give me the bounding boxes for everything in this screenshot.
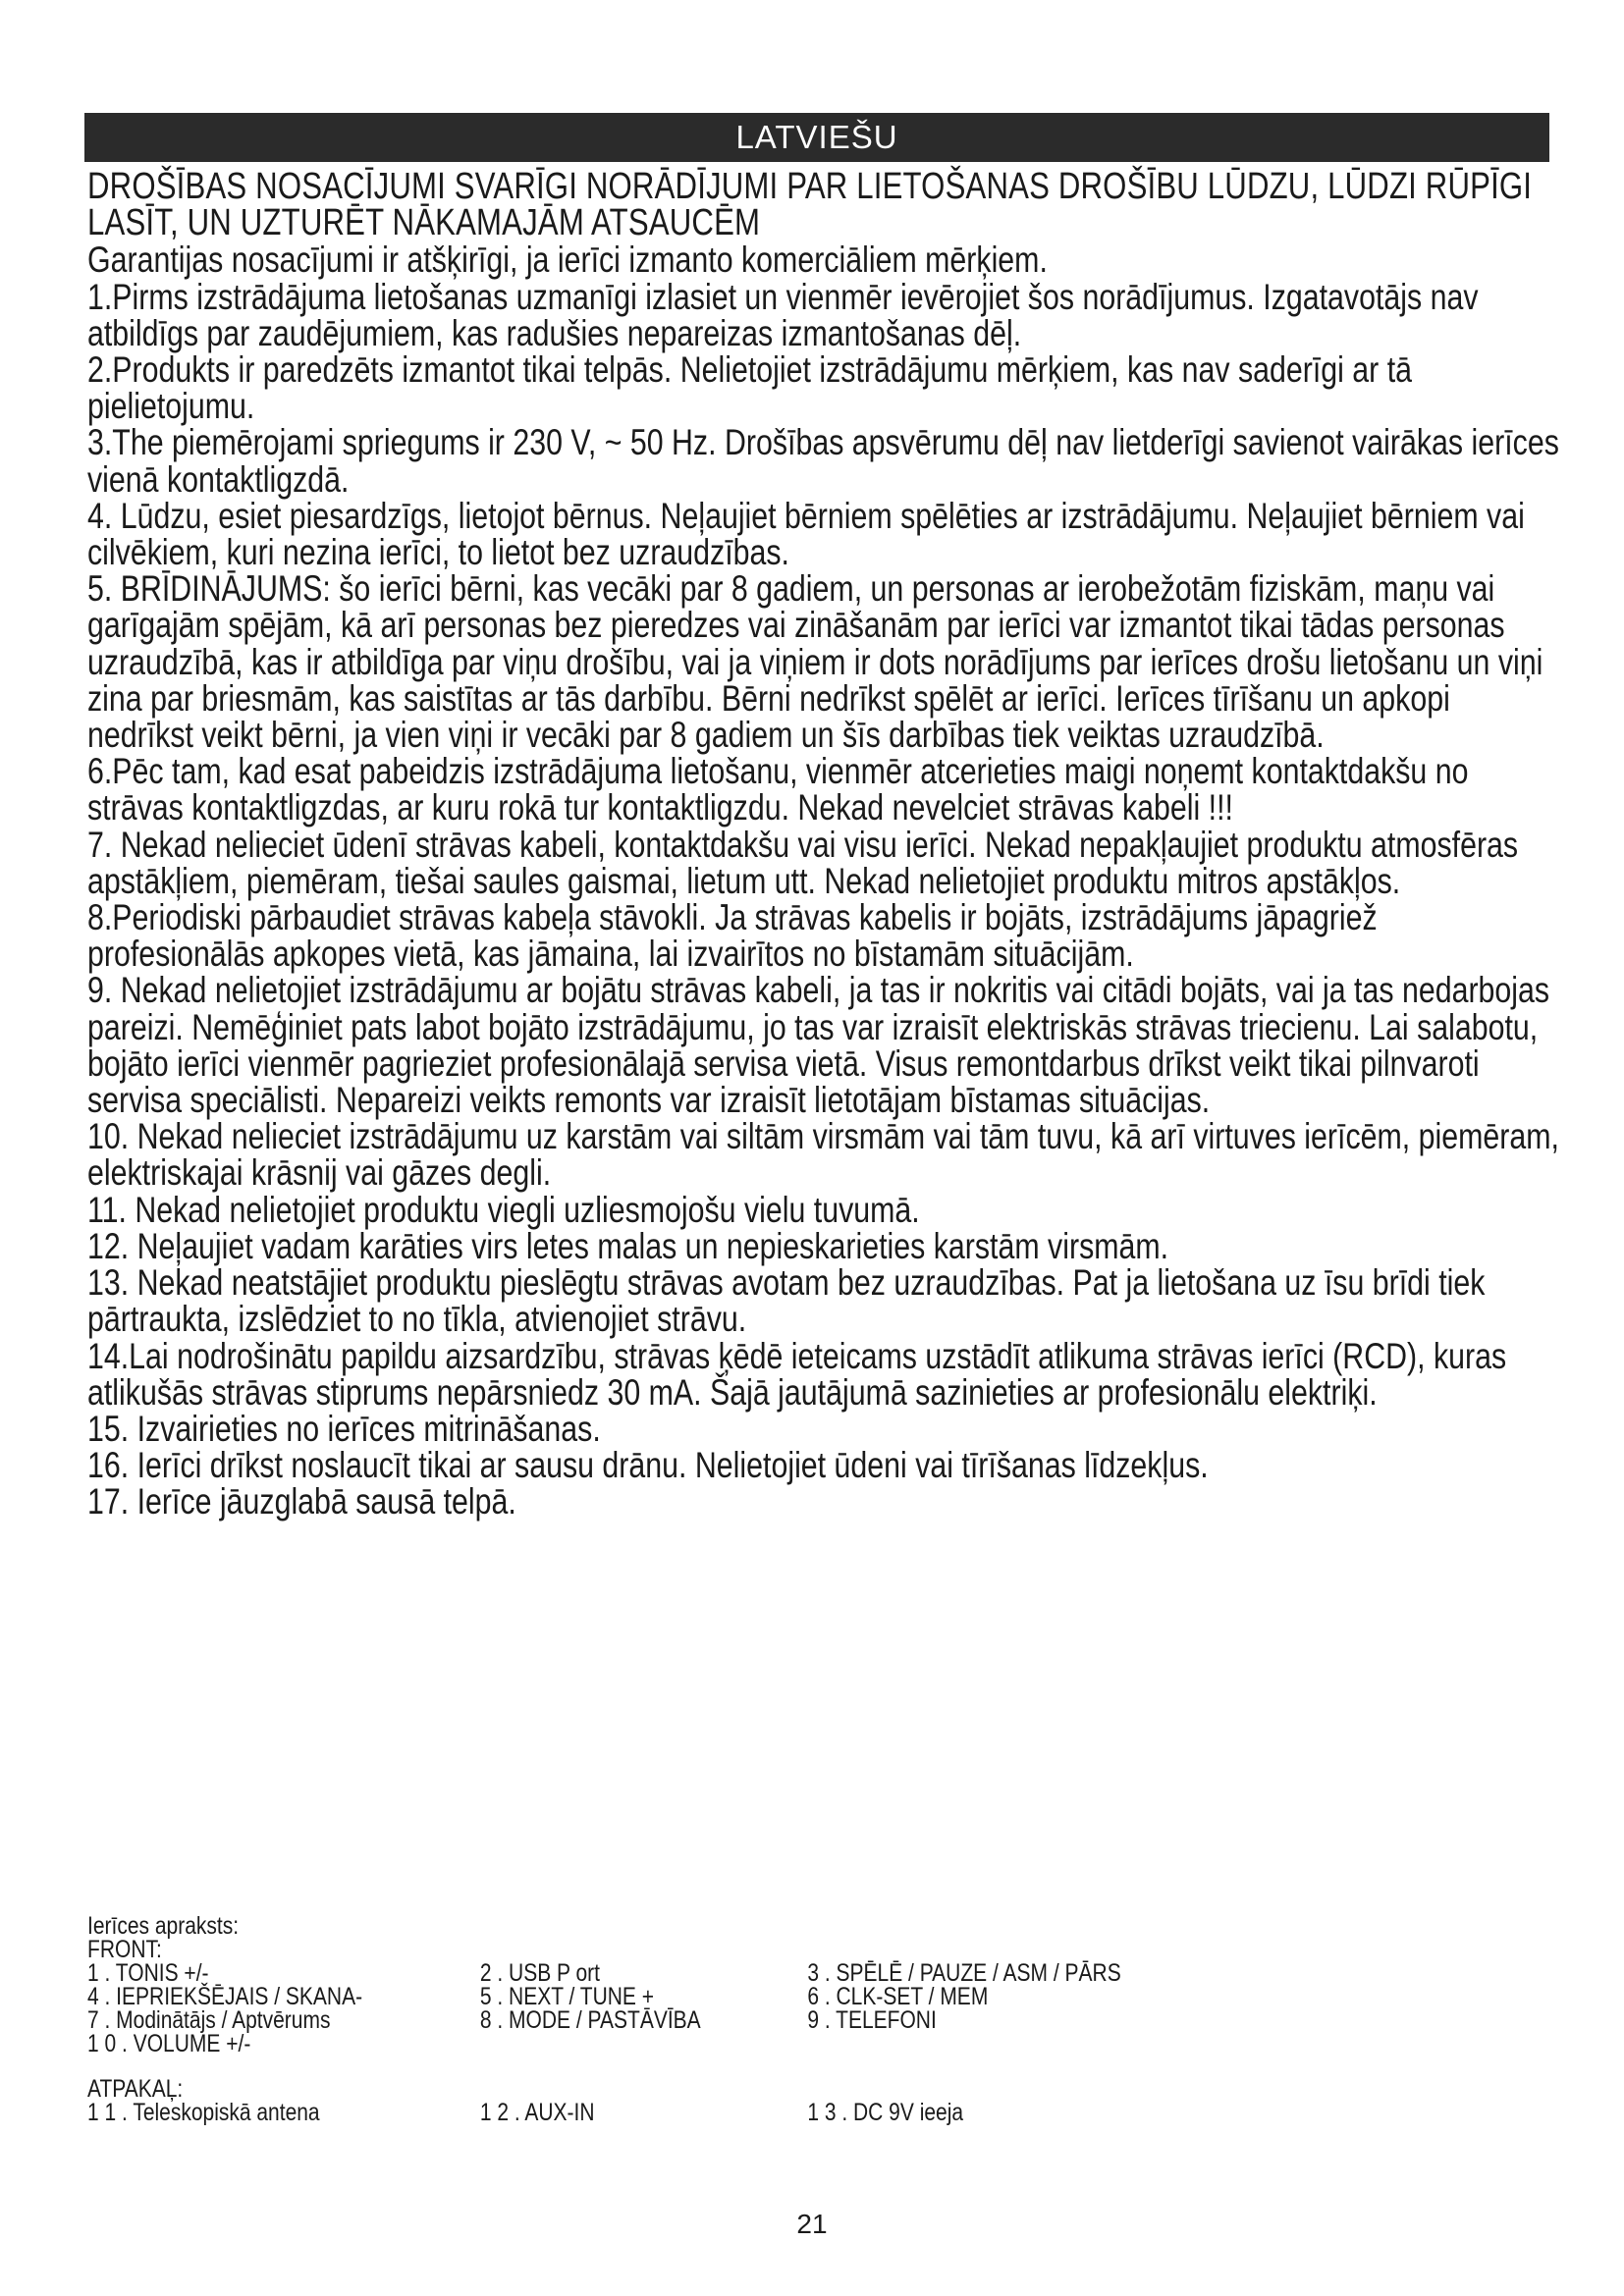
front-item: 5 . NEXT / TUNE +	[479, 1983, 655, 2010]
front-item: 1 . TONIS +/-	[87, 1959, 209, 1987]
paragraph-4: 4. Lūdzu, esiet piesardzīgs, lietojot bērnus. Neļaujiet bērniem spēlēties ar izstrādājumu. Neļaujiet bērniem vai cilvēkiem, kuri nezina ierīci, to lietot bez uzraudzības.	[87, 495, 1525, 573]
front-item: 4 . IEPRIEKŠĒJAIS / SKANA-	[87, 1983, 363, 2010]
paragraph-2: 2.Produkts ir paredzēts izmantot tikai telpās. Nelietojiet izstrādājumu mērķiem, kas nav saderīgi ar tā pielietojumu.	[87, 349, 1413, 427]
paragraph-13: 13. Nekad neatstājiet produktu pieslēgtu strāvas avotam bez uzraudzības. Pat ja lietošana uz īsu brīdi tiek pārtraukta, izslēdziet to no tīkla, atvienojiet strāvu.	[87, 1262, 1486, 1340]
page-number: 21	[796, 2209, 828, 2239]
safety-instructions	[87, 166, 1560, 1522]
paragraph-warranty: Garantijas nosacījumi ir atšķirīgi, ja ierīci izmanto komerciāliem mērķiem.	[87, 240, 1048, 281]
paragraph-10: 10. Nekad nelieciet izstrādājumu uz karstām vai siltām virsmām vai tām tuvu, kā arī virtuves ierīcēm, piemēram, elektriskajai krāsnij vai gāzes degli.	[87, 1116, 1559, 1194]
back-item: 1 3 . DC 9V ieeja	[807, 2099, 964, 2126]
description-title: Ierīces apraksts:	[87, 1912, 240, 1940]
front-item: 1 0 . VOLUME +/-	[87, 2030, 251, 2057]
paragraph-7: 7. Nekad nelieciet ūdenī strāvas kabeli, kontaktdakšu vai visu ierīci. Nekad nepakļaujiet produktu atmosfēras apstākļiem, piemēram, tiešai saules gaismai, lietum utt. Nekad nelietojiet produktu mitros apstākļos.	[87, 824, 1519, 901]
front-label: FRONT:	[87, 1936, 162, 1963]
back-item: 1 1 . Teleskopiskā antena	[87, 2099, 320, 2126]
front-item: 9 . TELEFONI	[807, 2006, 937, 2034]
paragraph-1: 1.Pirms izstrādājuma lietošanas uzmanīgi izlasiet un vienmēr ievērojiet šos norādījumus. Izgatavotājs nav atbildīgs par zaudējumiem, kas radušies nepareizas izmantošanas dēļ.	[87, 276, 1479, 353]
paragraph-16: 16. Ierīci drīkst noslaucīt tikai ar sausu drānu. Nelietojiet ūdeni vai tīrīšanas līdzekļus.	[87, 1445, 1209, 1486]
front-item: 8 . MODE / PASTĀVĪBA	[479, 2006, 701, 2034]
back-item: 1 2 . AUX-IN	[479, 2099, 595, 2126]
paragraph-3: 3.The piemērojami spriegums ir 230 V, ~ 50 Hz. Drošības apsvērumu dēļ nav lietderīgi savienot vairākas ierīces vienā kontaktligzdā.	[87, 422, 1559, 500]
language-header: LATVIEŠU	[84, 113, 1549, 162]
paragraph-15: 15. Izvairieties no ierīces mitrināšanas.	[87, 1408, 601, 1449]
front-item: 7 . Modinātājs / Aptvērums	[87, 2006, 331, 2034]
paragraph-12: 12. Neļaujiet vadam karāties virs letes malas un nepieskarieties karstām virsmām.	[87, 1225, 1169, 1266]
front-item: 6 . CLK-SET / MEM	[807, 1983, 989, 2010]
paragraph-8: 8.Periodiski pārbaudiet strāvas kabeļa stāvokli. Ja strāvas kabelis ir bojāts, izstrādājums jāpagriež profesionālās apkopes vietā, kas jāmaina, lai izvairītos no bīstamām situācijām.	[87, 897, 1378, 975]
paragraph-9: 9. Nekad nelietojiet izstrādājumu ar bojātu strāvas kabeli, ja tas ir nokritis vai citādi bojāts, vai ja tas nedarbojas pareizi. Nemēģiniet pats labot bojāto izstrādājumu, jo tas var izraisīt elektriskās strāvas triecienu. Lai salabotu, bojāto ierīci vienmēr pagrieziet profesionālajā servisa vietā. Visus remontdarbus drīkst veikt tikai pilnvaroti servisa speciālisti. Nepareizi veikts remonts var izraisīt lietotājam bīstamas situācijas.	[87, 970, 1550, 1121]
paragraph-14: 14.Lai nodrošinātu papildu aizsardzību, strāvas ķēdē ieteicams uzstādīt atlikuma strāvas ierīci (RCD), kuras atlikušās strāvas stiprums nepārsniedz 30 mA. Šajā jautājumā sazinieties ar profesionālu elektriķi.	[87, 1335, 1507, 1413]
paragraph-11: 11. Nekad nelietojiet produktu viegli uzliesmojošu vielu tuvumā.	[87, 1189, 920, 1230]
front-item: 3 . SPĒLĒ / PAUZE / ASM / PĀRS	[807, 1959, 1121, 1987]
paragraph-17: 17. Ierīce jāuzglabā sausā telpā.	[87, 1481, 516, 1522]
front-item: 2 . USB P ort	[479, 1959, 601, 1987]
back-label: ATPAKAĻ:	[87, 2075, 184, 2103]
safety-heading: DROŠĪBAS NOSACĪJUMI SVARĪGI NORĀDĪJUMI PAR LIETOŠANAS DROŠĪBU LŪDZU, LŪDZI RŪPĪGI LASĪT, UN UZTURĒT NĀKAMAJĀM ATSAUCĒM	[87, 166, 1533, 244]
paragraph-5: 5. BRĪDINĀJUMS: šo ierīci bērni, kas vecāki par 8 gadiem, un personas ar ierobežotām fiziskām, maņu vai garīgajām spējām, kā arī personas bez pieredzes vai zināšanām par ierīci var izmantot tikai tādas personas uzraudzībā, kas ir atbildīga par viņu drošību, vai ja viņiem ir dots norādījums par ierīces drošu lietošanu un viņi zina par briesmām, kas saistītas ar tās darbību. Bērni nedrīkst spēlēt ar ierīci. Ierīces tīrīšanu un apkopi nedrīkst veikt bērni, ja vien viņi ir vecāki par 8 gadiem un šīs darbības tiek veiktas uzraudzībā.	[87, 568, 1543, 756]
paragraph-6: 6.Pēc tam, kad esat pabeidzis izstrādājuma lietošanu, vienmēr atcerieties maigi noņemt kontaktdakšu no strāvas kontaktligzdas, ar kuru rokā tur kontaktligzdu. Nekad nevelciet strāvas kabeli !!!	[87, 751, 1469, 828]
